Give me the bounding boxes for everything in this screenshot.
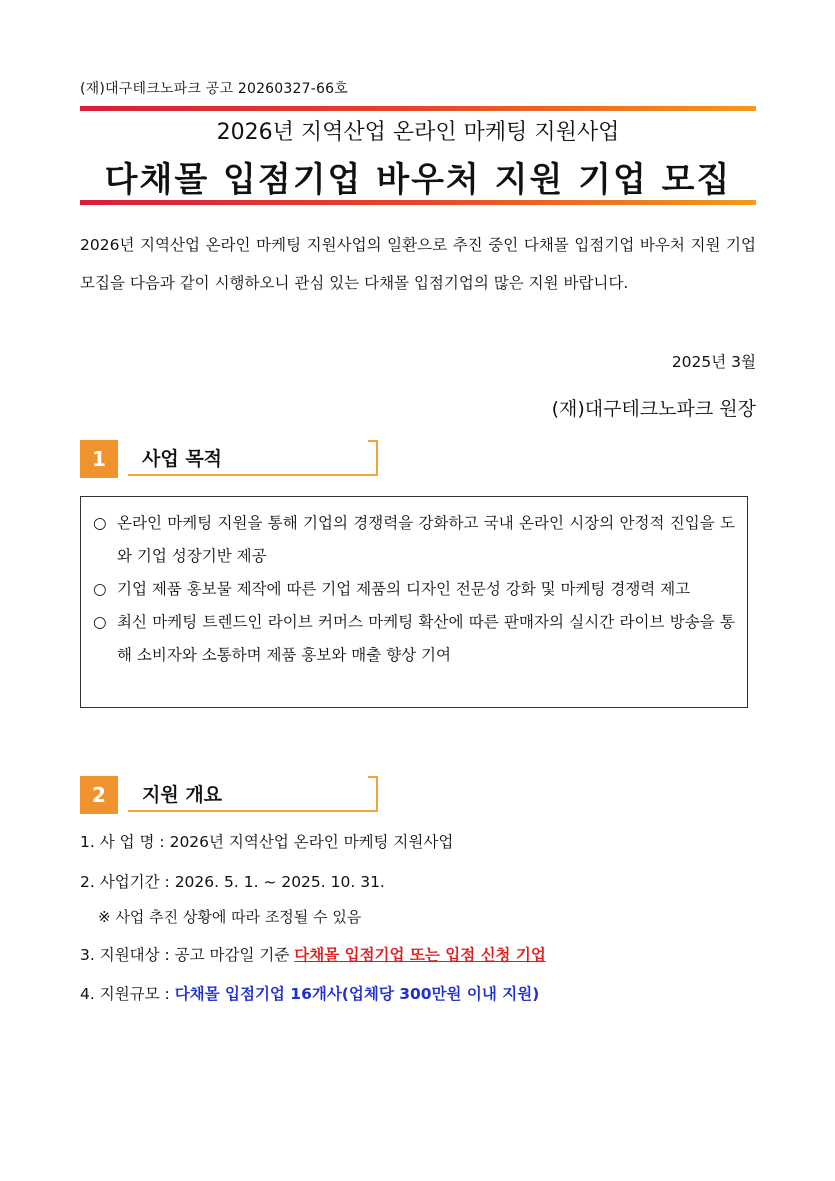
title-top-rule: [80, 106, 756, 111]
circle-bullet-icon: ○: [93, 514, 107, 532]
purpose-item: [93, 507, 735, 573]
title-bottom-rule: [80, 200, 756, 205]
scale-highlight: 다채몰 입점기업 16개사(업체당 300만원 이내 지원): [174, 985, 540, 1003]
overview-row-target: 3. 지원대상 : 공고 마감일 기준 다채몰 입점기업 또는 입점 신청 기업: [80, 946, 546, 964]
section-2-number: 2: [80, 776, 118, 814]
overview-row-period: 2. 사업기간 : 2026. 5. 1. ~ 2025. 10. 31.: [80, 873, 385, 891]
section-1-corner: [368, 440, 378, 452]
purpose-item-text: 온라인 마케팅 지원을 통해 기업의 경쟁력을 강화하고 국내 온라인 시장의 안정적 진입을 도와 기업 성장기반 제공: [117, 514, 735, 565]
section-1-title: 사업 목적: [128, 440, 378, 476]
target-highlight: 다채몰 입점기업 또는 입점 신청 기업: [294, 946, 546, 964]
notice-number: (재)대구테크노파크 공고 20260327-66호: [80, 81, 348, 97]
intro-paragraph: 2026년 지역산업 온라인 마케팅 지원사업의 일환으로 추진 중인 다채몰 입점기업 바우처 지원 기업 모집을 다음과 같이 시행하오니 관심 있는 다채몰 입점기업의 많은 지원 바랍니다.: [80, 236, 756, 292]
overview-row-scale: 4. 지원규모 : 다채몰 입점기업 16개사(업체당 300만원 이내 지원): [80, 985, 540, 1003]
overview-row-project-name: 1. 사 업 명 : 2026년 지역산업 온라인 마케팅 지원사업: [80, 833, 454, 851]
announcement-date: 2025년 3월: [671, 353, 756, 371]
purpose-item: [93, 606, 735, 672]
circle-bullet-icon: ○: [93, 580, 107, 598]
document-title: 다채몰 입점기업 바우처 지원 기업 모집: [104, 160, 732, 200]
section-1-number: 1: [80, 440, 118, 478]
purpose-item: [93, 573, 735, 606]
signer: (재)대구테크노파크 원장: [551, 398, 756, 420]
document-subtitle: 2026년 지역산업 온라인 마케팅 지원사업: [216, 120, 620, 145]
purpose-item-text: 기업 제품 홍보물 제작에 따른 기업 제품의 디자인 전문성 강화 및 마케팅 경쟁력 제고: [117, 580, 691, 598]
purpose-item-text: 최신 마케팅 트렌드인 라이브 커머스 마케팅 확산에 따른 판매자의 실시간 라이브 방송을 통해 소비자와 소통하며 제품 홍보와 매출 향상 기여: [117, 613, 735, 664]
overview-period-note: ※ 사업 추진 상황에 따라 조정될 수 있음: [98, 908, 362, 926]
section-2-corner: [368, 776, 378, 788]
section-2-title: 지원 개요: [128, 776, 378, 812]
purpose-box: [80, 496, 748, 708]
circle-bullet-icon: ○: [93, 613, 107, 631]
